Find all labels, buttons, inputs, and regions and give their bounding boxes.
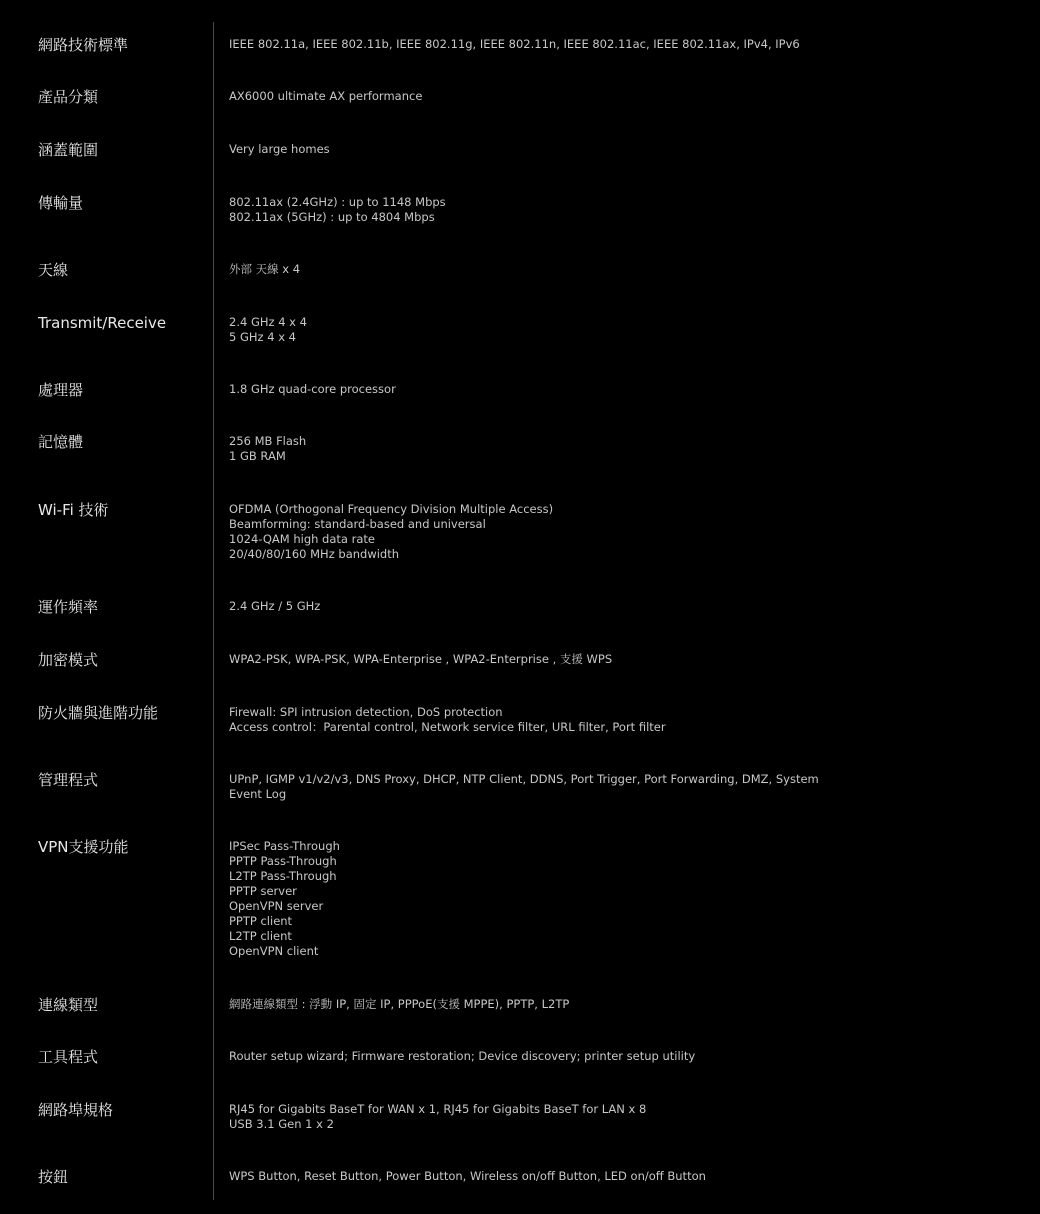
spec-value-line: WPS Button, Reset Button, Power Button, Wireless on/off Button, LED on/off Button <box>229 1169 706 1183</box>
spec-label: 運作頻率 <box>38 598 99 616</box>
spec-value-line: OpenVPN client <box>229 944 319 958</box>
spec-value-line: 20/40/80/160 MHz bandwidth <box>229 547 400 561</box>
spec-value <box>213 74 1040 104</box>
spec-value-line: 256 MB Flash <box>229 434 307 448</box>
spec-value-line: OpenVPN server <box>229 899 324 913</box>
spec-value-line: USB 3.1 Gen 1 x 2 <box>229 1117 334 1131</box>
spec-row <box>0 1087 1040 1154</box>
spec-label: 工具程式 <box>38 1048 99 1066</box>
spec-value-line: Access control：Parental control, Network service filter, URL filter, Port filter <box>229 720 666 734</box>
spec-value <box>213 22 1040 52</box>
spec-label: 網路埠規格 <box>38 1101 114 1119</box>
spec-row <box>0 757 1040 824</box>
spec-label: 處理器 <box>38 381 84 399</box>
spec-value-line: RJ45 for Gigabits BaseT for WAN x 1, RJ45 for Gigabits BaseT for LAN x 8 <box>229 1102 647 1116</box>
spec-value <box>213 487 1040 562</box>
spec-value-line: Very large homes <box>229 142 330 156</box>
spec-row <box>0 300 1040 367</box>
spec-row <box>0 982 1040 1034</box>
spec-row <box>0 22 1040 74</box>
spec-value-line: AX6000 ultimate AX performance <box>229 89 423 103</box>
spec-label: 防火牆與進階功能 <box>38 704 159 722</box>
spec-value <box>213 690 1040 735</box>
spec-value-line: 外部 天線 x 4 <box>229 262 301 276</box>
spec-value <box>213 584 1040 614</box>
spec-value <box>213 1154 1040 1184</box>
spec-value <box>213 1087 1040 1132</box>
spec-value-line: Router setup wizard; Firmware restoration; Device discovery; printer setup utility <box>229 1049 696 1063</box>
spec-row <box>0 127 1040 180</box>
spec-row <box>0 180 1040 247</box>
spec-table <box>0 22 1040 1214</box>
spec-value-line: Firewall: SPI intrusion detection, DoS protection <box>229 705 503 719</box>
spec-value-line: 2.4 GHz 4 x 4 <box>229 315 307 329</box>
spec-row <box>0 690 1040 757</box>
spec-label: 產品分類 <box>38 88 99 106</box>
spec-value <box>213 1034 1040 1064</box>
spec-value-line: 2.4 GHz / 5 GHz <box>229 599 321 613</box>
spec-label: 按鈕 <box>38 1168 69 1186</box>
spec-value <box>213 757 1040 802</box>
spec-label: 涵蓋範圍 <box>38 141 99 159</box>
spec-row <box>0 487 1040 584</box>
spec-row <box>0 1034 1040 1087</box>
spec-value <box>213 419 1040 464</box>
spec-label: 天線 <box>38 261 69 279</box>
spec-row <box>0 1154 1040 1214</box>
spec-row <box>0 637 1040 690</box>
spec-value-line: IPSec Pass-Through <box>229 839 340 853</box>
spec-value-line: IEEE 802.11a, IEEE 802.11b, IEEE 802.11g, IEEE 802.11n, IEEE 802.11ac, IEEE 802.11ax, IPv4, IPv6 <box>229 37 800 51</box>
spec-label: 連線類型 <box>38 996 99 1014</box>
spec-value-line: 網路連線類型 : 浮動 IP, 固定 IP, PPPoE(支援 MPPE), PPTP, L2TP <box>229 997 570 1011</box>
spec-value <box>213 180 1040 225</box>
spec-row <box>0 74 1040 127</box>
spec-label: Transmit/Receive <box>38 314 167 332</box>
spec-value-line: PPTP client <box>229 914 293 928</box>
spec-value <box>213 127 1040 157</box>
spec-value-line: Beamforming: standard-based and universal <box>229 517 486 531</box>
spec-value <box>213 982 1040 1012</box>
spec-label: Wi-Fi 技術 <box>38 501 109 519</box>
spec-value <box>213 300 1040 345</box>
spec-value-line: PPTP server <box>229 884 297 898</box>
spec-label: 記憶體 <box>38 433 84 451</box>
spec-label: 加密模式 <box>38 651 99 669</box>
spec-label: 管理程式 <box>38 771 99 789</box>
spec-value-line: PPTP Pass-Through <box>229 854 337 868</box>
spec-value-line: 1 GB RAM <box>229 449 286 463</box>
spec-row <box>0 584 1040 637</box>
spec-label: VPN支援功能 <box>38 838 129 856</box>
spec-row <box>0 824 1040 982</box>
spec-value <box>213 247 1040 277</box>
spec-value-line: 1024-QAM high data rate <box>229 532 375 546</box>
spec-value-line: 5 GHz 4 x 4 <box>229 330 296 344</box>
spec-value-line: WPA2-PSK, WPA-PSK, WPA-Enterprise , WPA2-Enterprise , 支援 WPS <box>229 652 613 666</box>
spec-row <box>0 367 1040 419</box>
spec-row <box>0 247 1040 300</box>
spec-value <box>213 824 1040 959</box>
spec-value-line: UPnP, IGMP v1/v2/v3, DNS Proxy, DHCP, NTP Client, DDNS, Port Trigger, Port Forwarding, DMZ, System Event Log <box>229 772 819 801</box>
spec-label: 網路技術標準 <box>38 36 129 54</box>
spec-value-line: L2TP Pass-Through <box>229 869 337 883</box>
spec-value-line: L2TP client <box>229 929 292 943</box>
spec-label: 傳輸量 <box>38 194 84 212</box>
spec-value <box>213 637 1040 667</box>
spec-value-line: OFDMA (Orthogonal Frequency Division Multiple Access) <box>229 502 554 516</box>
spec-value-line: 802.11ax (2.4GHz) : up to 1148 Mbps <box>229 195 446 209</box>
spec-value <box>213 367 1040 397</box>
spec-row <box>0 419 1040 487</box>
spec-value-line: 1.8 GHz quad-core processor <box>229 382 396 396</box>
spec-value-line: 802.11ax (5GHz) : up to 4804 Mbps <box>229 210 435 224</box>
